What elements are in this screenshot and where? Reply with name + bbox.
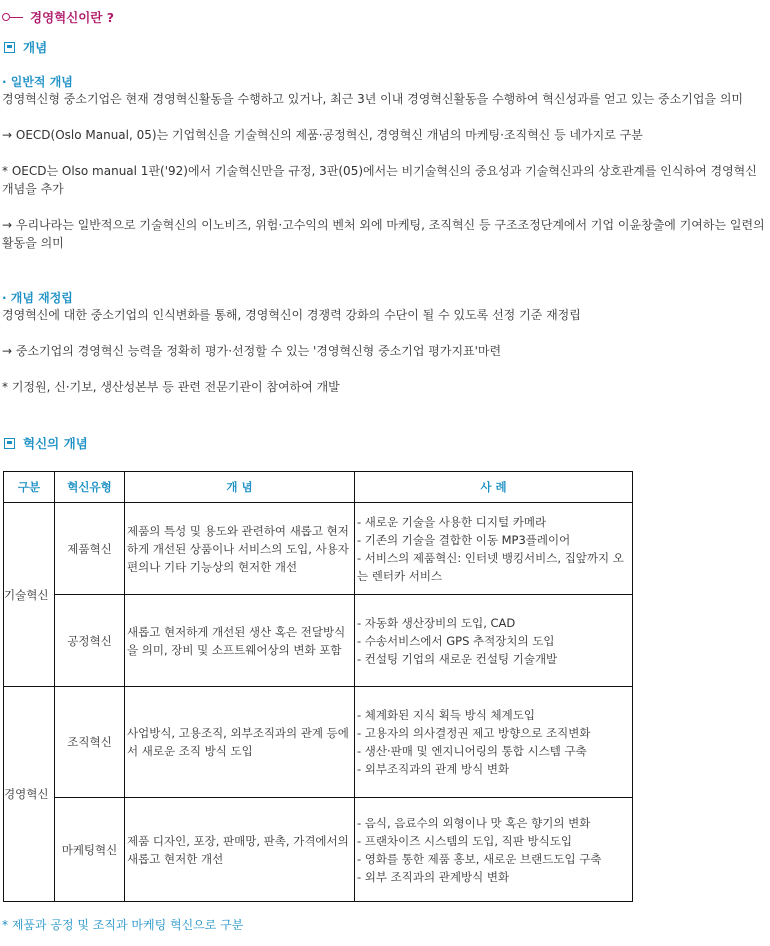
examples-cell bbox=[355, 595, 633, 687]
example-item: - 외부 조직과의 관계방식 변화 bbox=[357, 869, 510, 884]
examples-cell bbox=[355, 687, 633, 798]
example-item: - 서비스의 제품혁신: 인터넷 뱅킹서비스, 집앞까지 오는 렌터카 서비스 bbox=[357, 550, 624, 583]
square-bullet-icon bbox=[4, 438, 15, 449]
innovation-heading-text: 혁신의 개념 bbox=[23, 436, 88, 451]
example-item: - 고용자의 의사결정권 제고 방향으로 조직변화 bbox=[357, 726, 591, 740]
category-cell: 기술혁신 bbox=[4, 503, 55, 687]
category-cell: 경영혁신 bbox=[4, 687, 55, 902]
concept-section-heading bbox=[4, 38, 47, 56]
type-cell: 조직혁신 bbox=[55, 687, 125, 798]
general-concept-line2: → OECD(Oslo Manual, 05)는 기업혁신을 기술혁신의 제품·공정혁신, 경영혁신 개념의 마케팅·조직혁신 등 네가지로 구분 bbox=[2, 128, 643, 142]
header-category: 구분 bbox=[4, 472, 55, 503]
concept-cell: 사업방식, 고용조직, 외부조직과의 관계 등에서 새로운 조직 방식 도입 bbox=[125, 687, 355, 798]
type-cell: 제품혁신 bbox=[55, 503, 125, 595]
type-cell: 공정혁신 bbox=[55, 595, 125, 687]
concept-cell: 새롭고 현저하게 개선된 생산 혹은 전달방식을 의미, 장비 및 소프트웨어상의 변화 포함 bbox=[125, 595, 355, 687]
example-item: - 새로운 기술을 사용한 디지털 카메라 bbox=[357, 514, 547, 529]
example-item: - 프랜차이즈 시스템의 도입, 직판 방식도입 bbox=[357, 833, 572, 848]
example-item: - 기존의 기술을 결합한 이동 MP3플레이어 bbox=[357, 532, 571, 547]
examples-cell bbox=[355, 503, 633, 595]
general-concept-line4: → 우리나라는 일반적으로 기술혁신의 이노비즈, 위험·고수익의 벤처 외에 마케팅, 조직혁신 등 구조조정단계에서 기업 이윤창출에 기여하는 일련의 활동을 의미 bbox=[2, 218, 765, 250]
redefinition-line1: 경영혁신에 대한 중소기업의 인식변화를 통해, 경영혁신이 경쟁력 강화의 수단이 될 수 있도록 선정 기준 재정립 bbox=[2, 308, 581, 322]
type-cell: 마케팅혁신 bbox=[55, 798, 125, 902]
general-concept-subheading: · 일반적 개념 bbox=[2, 75, 73, 89]
general-concept-line3: * OECD는 Olso manual 1판('92)에서 기술혁신만을 규정, 3판(05)에서는 비기술혁신의 중요성과 기술혁신과의 상호관계를 인식하여 경영혁신 개념을 추가 bbox=[2, 164, 757, 196]
concept-heading-text: 개념 bbox=[23, 40, 48, 55]
redefinition-line2: → 중소기업의 경영혁신 능력을 정확히 평가·선정할 수 있는 '경영혁신형 중소기업 평가지표'마련 bbox=[2, 344, 502, 358]
key-icon bbox=[2, 13, 24, 21]
header-examples: 사 례 bbox=[355, 472, 633, 503]
table-row bbox=[4, 687, 633, 798]
table-row bbox=[4, 503, 633, 595]
table-footnote: * 제품과 공정 및 조직과 마케팅 혁신으로 구분 bbox=[2, 918, 244, 932]
square-bullet-icon bbox=[4, 42, 15, 53]
redefinition-line3: * 기정원, 신·기보, 생산성본부 등 관련 전문기관이 참여하여 개발 bbox=[2, 380, 340, 394]
example-item: - 외부조직과의 관계 방식 변화 bbox=[357, 762, 510, 776]
example-item: - 체계화된 지식 획득 방식 체계도입 bbox=[357, 708, 535, 722]
innovation-table bbox=[3, 471, 633, 902]
example-item: - 음식, 음료수의 외형이나 맛 혹은 향기의 변화 bbox=[357, 815, 591, 830]
redefinition-subheading: · 개념 재정립 bbox=[2, 291, 73, 305]
table-row bbox=[4, 798, 633, 902]
page-title bbox=[2, 8, 114, 26]
example-item: - 수송서비스에서 GPS 추적장치의 도입 bbox=[357, 633, 555, 648]
general-concept-line1: 경영혁신형 중소기업은 현재 경영혁신활동을 수행하고 있거나, 최근 3년 이내 경영혁신활동을 수행하여 혁신성과를 얻고 있는 중소기업을 의미 bbox=[2, 92, 744, 106]
concept-cell: 제품 디자인, 포장, 판매망, 판촉, 가격에서의 새롭고 현저한 개선 bbox=[125, 798, 355, 902]
table-row bbox=[4, 595, 633, 687]
examples-cell bbox=[355, 798, 633, 902]
concept-cell: 제품의 특성 및 용도와 관련하여 새롭고 현저하게 개선된 상품이나 서비스의 도입, 사용자 편의나 기타 기능상의 현저한 개선 bbox=[125, 503, 355, 595]
example-item: - 자동화 생산장비의 도입, CAD bbox=[357, 615, 516, 630]
header-type: 혁신유형 bbox=[55, 472, 125, 503]
page-title-text: 경영혁신이란 ? bbox=[30, 10, 115, 25]
table-header-row bbox=[4, 472, 633, 503]
example-item: - 영화를 통한 제품 홍보, 새로운 브랜드도입 구축 bbox=[357, 851, 602, 866]
example-item: - 생산·판매 및 엔지니어링의 통합 시스템 구축 bbox=[357, 744, 587, 758]
example-item: - 컨설팅 기업의 새로운 컨설팅 기술개발 bbox=[357, 651, 558, 666]
innovation-section-heading bbox=[4, 434, 88, 452]
header-concept: 개 념 bbox=[125, 472, 355, 503]
